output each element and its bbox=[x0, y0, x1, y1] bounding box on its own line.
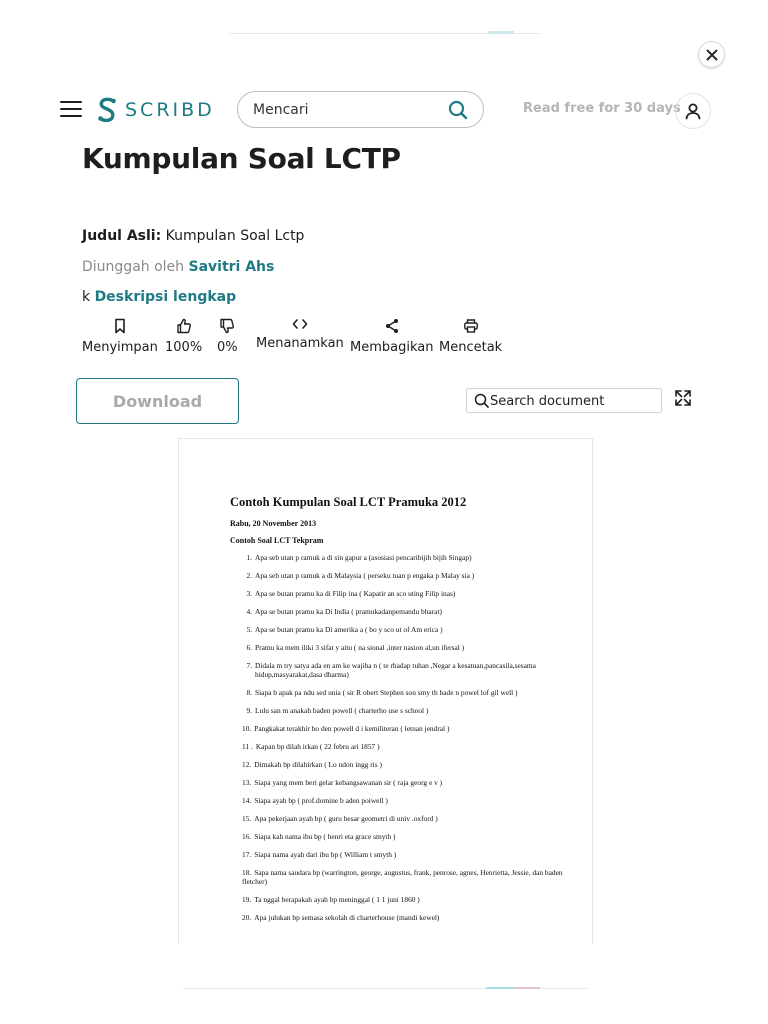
list-item-text: Pramu ka mem iliki 3 sifat y aitu ( na sional ,inter nasion al,un ifersal ) bbox=[255, 643, 465, 652]
original-title bbox=[82, 228, 304, 244]
menu-icon[interactable] bbox=[60, 101, 82, 119]
list-item bbox=[230, 589, 570, 598]
uploaded-by-label: Diunggah oleh bbox=[82, 259, 185, 275]
list-item-text: Apa seb utan p ramuk a di sin gapur a (asosiasi pencaribijih bijih Singap) bbox=[255, 553, 472, 562]
list-item bbox=[230, 706, 570, 715]
list-item-number: 14. bbox=[242, 796, 252, 805]
list-item-text: Ta nggal berapakah ayah bp meninggal ( 1 1 juni 1860 ) bbox=[254, 895, 420, 904]
document-search-input[interactable] bbox=[490, 392, 655, 410]
page-subheading: Contoh Soal LCT Tekpram bbox=[230, 536, 324, 545]
description bbox=[82, 289, 236, 305]
embed-button[interactable] bbox=[256, 318, 344, 351]
list-item-text: Dimakah bp dilahirkan ( Lo ndon ingg ris ) bbox=[254, 760, 382, 769]
original-title-value: Kumpulan Soal Lctp bbox=[165, 228, 305, 244]
list-item-number: 6. bbox=[246, 643, 252, 652]
list-item-number: 9. bbox=[246, 706, 252, 715]
list-item-text: Siapa nama ayah dari ibu bp ( William t smyth ) bbox=[254, 850, 397, 859]
fullscreen-button[interactable] bbox=[673, 388, 695, 410]
list-item bbox=[230, 571, 570, 580]
list-item-number: 19. bbox=[242, 895, 252, 904]
list-item bbox=[230, 724, 570, 733]
document-title: Kumpulan Soal LCTP bbox=[82, 142, 401, 175]
dislike-button[interactable] bbox=[217, 318, 238, 355]
document-actions bbox=[0, 318, 768, 362]
list-item-number: 20. bbox=[242, 913, 252, 922]
full-description-link[interactable]: Deskripsi lengkap bbox=[94, 289, 237, 305]
read-free-link[interactable]: Read free for 30 days bbox=[523, 101, 681, 116]
download-button[interactable]: Download bbox=[76, 378, 239, 424]
ad-banner-strip bbox=[183, 988, 588, 989]
list-item-number: 2. bbox=[246, 571, 252, 580]
list-item bbox=[230, 778, 570, 787]
list-item-number: 11 . bbox=[242, 742, 253, 751]
list-item-text: Apa pekerjaan ayah bp ( guru besar geometri di univ .oxford ) bbox=[254, 814, 438, 823]
list-item-text: Apa se butan pramu ka Di amerika a ( bo y sco ut of Am erica ) bbox=[255, 625, 443, 634]
list-item bbox=[230, 625, 570, 634]
logo-text: SCRIBD bbox=[125, 99, 215, 121]
list-item-number: 7. bbox=[246, 661, 252, 670]
list-item-text: Apa seb utan p ramuk a di Malaysia ( perseku tuan p engaka p Malay sia ) bbox=[255, 571, 475, 580]
list-item bbox=[230, 661, 570, 679]
search-field[interactable] bbox=[237, 91, 484, 128]
list-item bbox=[230, 895, 570, 904]
uploaded-by bbox=[82, 259, 274, 275]
list-item bbox=[230, 742, 570, 751]
like-button[interactable] bbox=[165, 318, 202, 355]
list-item-number: 16. bbox=[242, 832, 252, 841]
uploader-link[interactable]: Savitri Ahs bbox=[188, 259, 275, 275]
list-item bbox=[230, 607, 570, 616]
list-item-number: 1. bbox=[246, 553, 252, 562]
list-item-number: 18. bbox=[242, 868, 252, 877]
list-item-text: Siapa b apak pa ndu sed unia ( sir R obert Stephen son smy th bade n powel lof gil well ) bbox=[255, 688, 518, 697]
list-item-number: 13. bbox=[242, 778, 252, 787]
embed-label: Menanamkan bbox=[256, 336, 344, 351]
user-account-button[interactable] bbox=[675, 93, 711, 129]
page-date: Rabu, 20 November 2013 bbox=[230, 519, 317, 528]
print-label: Mencetak bbox=[439, 340, 503, 355]
document-search-field[interactable] bbox=[466, 388, 662, 413]
list-item-number: 8. bbox=[246, 688, 252, 697]
scribd-logo-icon bbox=[97, 97, 117, 123]
list-item bbox=[230, 913, 570, 922]
share-button[interactable] bbox=[350, 318, 433, 355]
print-button[interactable] bbox=[439, 318, 502, 355]
list-item-text: Siapa kah nama ibu bp ( henri eta grace smyth ) bbox=[254, 832, 396, 841]
question-list bbox=[230, 553, 570, 931]
list-item-text: Lulu san m anakah baden powell ( charterho use s school ) bbox=[255, 706, 429, 715]
list-item bbox=[230, 688, 570, 697]
search-icon bbox=[474, 393, 489, 413]
list-item-text: Kapan bp dilah irkan ( 22 febru ari 1857 ) bbox=[255, 742, 380, 751]
bookmark-icon bbox=[113, 318, 127, 334]
list-item-text: Didala m try satya ada en am ke wajiba n ( te rhadap tuhan ,Negar a kesatuan,pancasila,sesama hidup,masyarakat,dasa dharma) bbox=[255, 661, 536, 679]
list-item-text: Pangkakat terakhir bo den powell d i kemiliteran ( letnan jendral ) bbox=[254, 724, 450, 733]
list-item-number: 5. bbox=[246, 625, 252, 634]
dislike-percentage: 0% bbox=[217, 340, 238, 355]
list-item-text: Apa se butan pramu ka di Filip ina ( Kapatir an sco uting Filip inas) bbox=[255, 589, 456, 598]
list-item bbox=[230, 832, 570, 841]
list-item-number: 17. bbox=[242, 850, 252, 859]
list-item bbox=[230, 643, 570, 652]
search-icon[interactable] bbox=[448, 100, 468, 125]
save-button[interactable] bbox=[82, 318, 158, 355]
thumbs-up-icon bbox=[176, 318, 192, 334]
list-item-number: 10. bbox=[242, 724, 252, 733]
save-label: Menyimpan bbox=[82, 340, 158, 355]
share-icon bbox=[384, 318, 400, 334]
list-item-text: Siapa yang mem beri gelar kebangsawanan sir ( raja georg e v ) bbox=[254, 778, 443, 787]
like-percentage: 100% bbox=[165, 340, 203, 355]
list-item bbox=[230, 850, 570, 859]
list-item-text: Sapa nama saudara bp (warrington, george, augustus, frank, penrose, agnes, Henrietta, Jessie, dan baden fletcher) bbox=[242, 868, 563, 886]
list-item bbox=[230, 553, 570, 562]
embed-code-icon bbox=[292, 318, 308, 330]
share-label: Membagikan bbox=[350, 340, 434, 355]
ad-banner-strip bbox=[230, 33, 540, 34]
description-prefix: k bbox=[82, 289, 91, 305]
search-input[interactable] bbox=[253, 100, 443, 120]
list-item-number: 3. bbox=[246, 589, 252, 598]
page-heading: Contoh Kumpulan Soal LCT Pramuka 2012 bbox=[230, 495, 467, 509]
list-item bbox=[230, 868, 570, 886]
list-item-number: 12. bbox=[242, 760, 252, 769]
expand-icon bbox=[673, 388, 693, 408]
original-title-label: Judul Asli: bbox=[82, 228, 162, 244]
top-header bbox=[0, 88, 768, 132]
list-item bbox=[230, 760, 570, 769]
close-button[interactable] bbox=[698, 41, 725, 68]
list-item-text: Apa se butan pramu ka Di India ( pramukadanpemandu bharat) bbox=[255, 607, 442, 616]
close-icon bbox=[706, 49, 718, 61]
list-item-number: 15. bbox=[242, 814, 252, 823]
list-item-text: Apa julukan bp semasa sekolah di charterhouse (mandi kewel) bbox=[254, 913, 440, 922]
list-item-number: 4. bbox=[246, 607, 252, 616]
list-item bbox=[230, 814, 570, 823]
printer-icon bbox=[463, 318, 479, 334]
user-icon bbox=[684, 102, 702, 120]
scribd-logo[interactable] bbox=[97, 96, 215, 124]
list-item-text: Siapa ayah bp ( prof.domine b aden poiwell ) bbox=[254, 796, 388, 805]
document-page-preview bbox=[178, 438, 593, 944]
thumbs-down-icon bbox=[219, 318, 235, 334]
list-item bbox=[230, 796, 570, 805]
